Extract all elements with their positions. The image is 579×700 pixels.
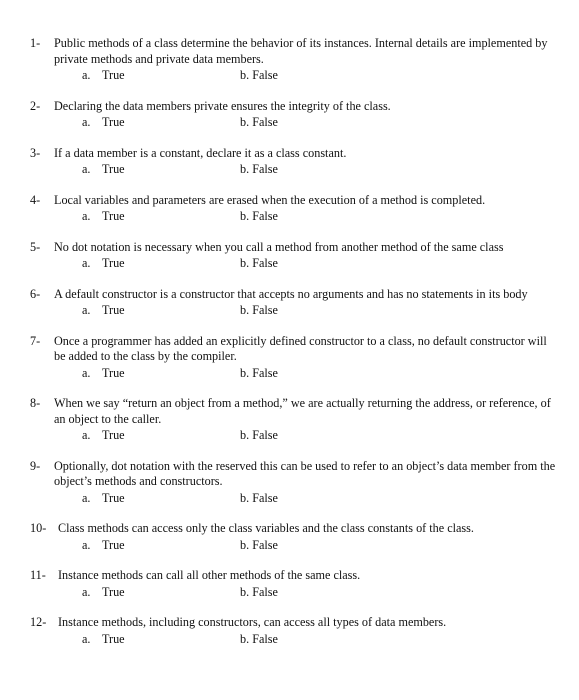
question-text: Optionally, dot notation with the reserved this can be used to refer to an object’s data member from the object’s methods and constructors. [54, 458, 556, 488]
option-b[interactable]: b. False [240, 365, 278, 380]
option-a[interactable]: a. True [82, 115, 125, 129]
question-8 [30, 396, 559, 443]
question-12 [30, 615, 559, 647]
question-text: Once a programmer has added an explicitly defined constructor to a class, no default constructor will be added to the class by the compiler. [54, 333, 547, 363]
question-text: No dot notation is necessary when you call a method from another method of the same class [54, 239, 504, 254]
option-a[interactable]: a. True [82, 303, 125, 317]
option-b[interactable]: b. False [240, 631, 278, 646]
question-number: 6- [30, 286, 41, 301]
option-a[interactable]: a. True [82, 584, 125, 599]
option-b[interactable]: b. False [240, 490, 278, 505]
question-text: When we say “return an object from a method,” we are actually returning the address, or reference, of an object to the caller. [54, 396, 551, 426]
option-b[interactable]: b. False [240, 256, 278, 270]
question-number: 8- [30, 396, 41, 410]
option-b[interactable]: b. False [240, 68, 278, 82]
option-a[interactable]: a. True [82, 256, 125, 270]
question-7 [30, 334, 559, 381]
option-b[interactable]: b. False [240, 115, 278, 129]
question-text: Instance methods, including constructors, can access all types of data members. [58, 615, 447, 629]
question-number: 5- [30, 239, 41, 254]
question-text: Local variables and parameters are erased when the execution of a method is completed. [54, 192, 486, 207]
option-b[interactable]: b. False [240, 537, 278, 552]
option-b[interactable]: b. False [240, 209, 278, 223]
question-number: 2- [30, 98, 41, 113]
question-11 [30, 568, 559, 600]
question-number: 12- [30, 615, 47, 629]
question-text: If a data member is a constant, declare it as a class constant. [54, 145, 347, 160]
option-a[interactable]: a. True [82, 490, 125, 505]
option-a[interactable]: a. True [82, 68, 125, 82]
question-text: A default constructor is a constructor that accepts no arguments and has no statements in its body [54, 286, 528, 301]
question-2 [30, 99, 559, 131]
option-b[interactable]: b. False [240, 428, 278, 442]
question-number: 7- [30, 333, 41, 348]
option-a[interactable]: a. True [82, 365, 125, 380]
option-a[interactable]: a. True [82, 537, 125, 552]
question-number: 9- [30, 458, 41, 473]
question-number: 3- [30, 145, 41, 160]
question-number: 11- [30, 568, 46, 582]
question-number: 4- [30, 192, 41, 207]
question-6 [30, 287, 559, 319]
question-number: 10- [30, 521, 47, 535]
option-b[interactable]: b. False [240, 162, 278, 176]
option-a[interactable]: a. True [82, 631, 125, 646]
question-9 [30, 459, 559, 506]
option-a[interactable]: a. True [82, 428, 125, 442]
question-number: 1- [30, 36, 41, 50]
question-1 [30, 36, 559, 83]
question-text: Instance methods can call all other methods of the same class. [58, 568, 361, 582]
question-5 [30, 240, 559, 272]
question-text: Public methods of a class determine the behavior of its instances. Internal details are implemented by private methods and private data members. [54, 36, 548, 66]
question-4 [30, 193, 559, 225]
option-a[interactable]: a. True [82, 162, 125, 176]
option-b[interactable]: b. False [240, 584, 278, 599]
question-3 [30, 146, 559, 178]
option-a[interactable]: a. True [82, 209, 125, 223]
question-text: Declaring the data members private ensures the integrity of the class. [54, 98, 391, 113]
question-text: Class methods can access only the class variables and the class constants of the class. [58, 521, 474, 535]
option-b[interactable]: b. False [240, 303, 278, 317]
question-10 [30, 521, 559, 553]
